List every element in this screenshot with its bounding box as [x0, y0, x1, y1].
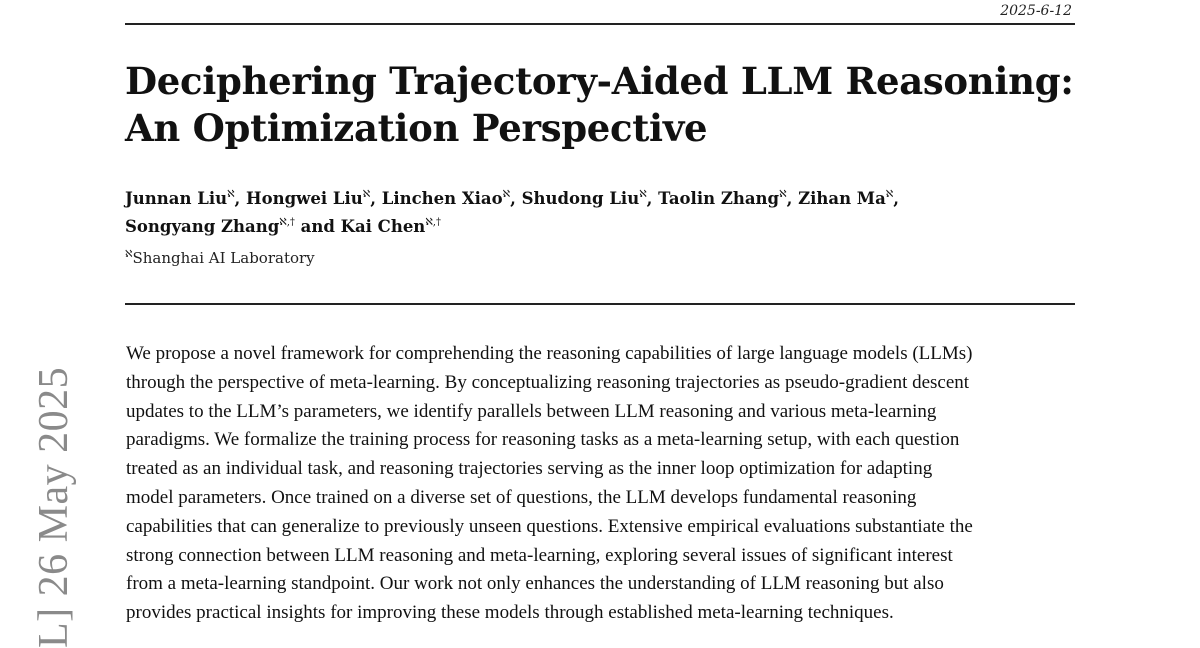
- author-name: Linchen Xiao: [381, 189, 503, 208]
- title-line: Deciphering Trajectory-Aided LLM Reasoning:: [125, 59, 1074, 103]
- affiliation-mark: ℵ: [362, 189, 371, 200]
- author-separator: ,: [234, 189, 247, 208]
- author-name: Junnan Liu: [125, 189, 228, 208]
- affiliation-name: Shanghai AI Laboratory: [132, 249, 315, 267]
- paper-title: [125, 58, 1085, 152]
- abstract-line: treated as an individual task, and reasoning trajectories serving as the inner loop optimization for adapting: [126, 458, 933, 480]
- author-separator: ,: [893, 189, 899, 208]
- abstract-line: through the perspective of meta-learning. By conceptualizing reasoning trajectories as pseudo-gradient descent: [126, 371, 970, 393]
- author-separator: and: [294, 217, 341, 236]
- arxiv-side-stamp: L] 26 May 2025: [31, 366, 77, 648]
- affiliation-mark: ℵ: [502, 189, 511, 200]
- abstract-line: provides practical insights for improving these models through established meta-learning techniques.: [126, 602, 894, 624]
- abstract-line: paradigms. We formalize the training process for reasoning tasks as a meta-learning setup, with each question: [126, 429, 960, 451]
- abstract-line: from a meta-learning standpoint. Our work not only enhances the understanding of LLM reasoning but also: [126, 573, 944, 595]
- publication-date: 2025-6-12: [1000, 3, 1072, 19]
- author-list: [125, 185, 1085, 241]
- affiliation-mark: ℵ: [779, 189, 787, 200]
- author-name: Taolin Zhang: [658, 189, 780, 208]
- author-line-2: [125, 213, 1085, 241]
- affiliation: [125, 249, 315, 267]
- author-separator: ,: [786, 189, 799, 208]
- abstract-line: We propose a novel framework for comprehending the reasoning capabilities of large language models (LLMs): [126, 343, 973, 364]
- author-name: Hongwei Liu: [246, 189, 363, 208]
- author-line-1: [125, 185, 1085, 213]
- abstract: [126, 340, 1076, 628]
- affiliation-mark: ℵ: [885, 189, 894, 200]
- author-name: Shudong Liu: [521, 189, 640, 208]
- author-separator: ,: [646, 189, 659, 208]
- abstract-line: strong connection between LLM reasoning and meta-learning, exploring several issues of significant interest: [126, 544, 953, 566]
- abstract-line: updates to the LLM’s parameters, we identify parallels between LLM reasoning and various meta-learning: [126, 400, 937, 422]
- affiliation-mark: ℵ: [125, 249, 133, 260]
- abstract-rule: [125, 303, 1075, 305]
- author-name: Zihan Ma: [798, 189, 886, 208]
- abstract-line: capabilities that can generalize to previously unseen questions. Extensive empirical evaluations substantiate the: [126, 515, 973, 537]
- top-rule: [125, 23, 1075, 25]
- affiliation-mark: ℵ: [639, 189, 647, 200]
- author-separator: ,: [370, 189, 382, 208]
- affiliation-mark: ℵ: [227, 189, 235, 200]
- title-line: An Optimization Perspective: [125, 106, 708, 150]
- affiliation-mark: ℵ,†: [279, 217, 295, 228]
- author-separator: ,: [510, 189, 522, 208]
- author-name: Songyang Zhang: [125, 217, 280, 236]
- abstract-line: model parameters. Once trained on a diverse set of questions, the LLM develops fundamental reasoning: [126, 486, 917, 508]
- affiliation-mark: ℵ,†: [425, 217, 441, 228]
- author-name: Kai Chen: [340, 217, 426, 236]
